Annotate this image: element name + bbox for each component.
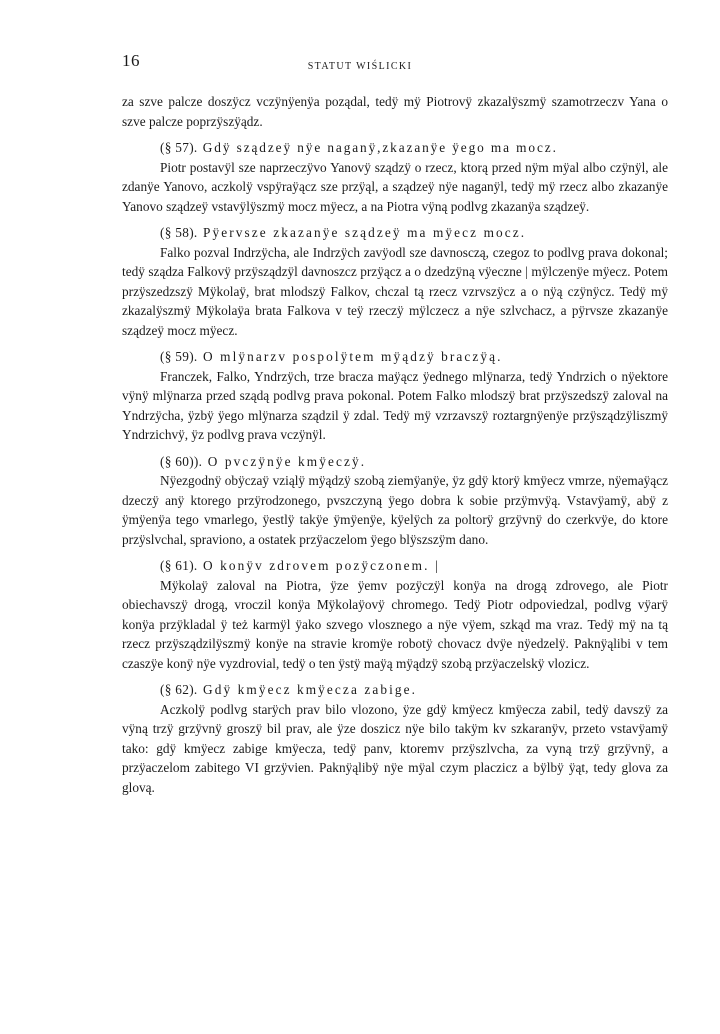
running-title: STATUT WIŚLICKI [307, 61, 413, 72]
section-body: Nÿezgodnÿ obÿczaÿ vziąlÿ mÿądzÿ szobą ziemÿanÿe, ÿz gdÿ ktorÿ kmÿecz vmrze, nÿemaÿącz dzeczÿ anÿ ktorego przÿrodzonego, pvszczyną ÿego dobra k sobie przÿmvÿą. Vstavÿamÿ, abÿ z ÿmÿenÿa tego vmarlego, ÿestlÿ takÿe ÿmÿenÿe, kÿelÿch za poltorÿ grzÿvnÿ do czerkvÿe, do ktore przÿslvchal, spraviono, a ostatek przÿaczelom ÿego blÿszszÿm dano. [122, 473, 668, 547]
section-61 [122, 556, 668, 673]
section-58 [122, 223, 668, 340]
section-body: Aczkolÿ podlvg starÿch prav bilo vlozono, ÿze gdÿ kmÿecz kmÿecza zabil, tedÿ davszÿ za vÿną trzÿ grzÿvnÿ groszÿ bil prav, ale ÿze doszicz nÿe bilo takÿm kv szkaranÿv, przeto vstavÿamÿ tako: gdÿ kmÿecz zabige kmÿecza, tedÿ panv, ktoremv przÿszlvcha, za vyną trzÿ grzÿvnÿ, a przÿaczelom zabitego VI grzÿvien. Paknÿąlibÿ nÿe mÿal czym placzicz a bÿlbÿ ÿąt, tedy glova za glovą. [122, 701, 668, 795]
section-body: Franczek, Falko, Yndrzÿch, trze bracza maÿącz ÿednego mlÿnarza, tedÿ Yndrzich o nÿektore vÿnÿ mlÿnarza przed sządą podlvg prava pokonal. Potem Falko mlodszÿ brat przÿszedszÿ zaloval na Yndrzÿcha, ÿzbÿ ÿego mlÿnarza sządzil ÿ zdal. Tedÿ mÿ vzrzavszÿ roztargnÿenÿe przÿsządzÿliszmÿ Yndrzichvÿ, ÿz podlvg prava vczÿnÿl. [122, 368, 668, 442]
section-number: (§ 62). [160, 682, 198, 697]
intro-paragraph: za szve palcze doszÿcz vczÿnÿenÿa poządal, tedÿ mÿ Piotrovÿ zkazalÿszmÿ szamotrzeczv Yana o szve palcze poprzÿszÿądz. [122, 94, 668, 129]
section-number: (§ 57). [160, 140, 198, 155]
section-59 [122, 347, 668, 445]
section-number: (§ 61). [160, 558, 198, 573]
section-heading [122, 138, 668, 158]
section-title: O konÿv zdrovem pozÿczonem. | [203, 558, 440, 573]
page-number: 16 [122, 51, 140, 70]
section-heading [122, 452, 668, 472]
section-heading [122, 680, 668, 700]
section-60 [122, 452, 668, 550]
section-body: Piotr postavÿl sze naprzeczÿvo Yanovÿ sządzÿ o rzecz, ktorą przed nÿm mÿal albo czÿnÿl, ale zdanÿe Yanovo, aczkolÿ vspÿraÿącz sze przÿąl, a sządzeÿ nÿe naganÿl, tedÿ mÿ rzecz albo zkazanÿe Yanovo sządzeÿ vstavÿlÿszmÿ mocz mÿecz, a na Piotra vÿną podlvg zkazanÿa sządzeÿ. [122, 159, 668, 214]
statute-text [122, 92, 668, 797]
section-body: Mÿkolaÿ zaloval na Piotra, ÿze ÿemv pozÿczÿl konÿa na drogą zdrovego, ale Piotr obiechavszÿ drogą, vroczil konÿa Mÿkolaÿovÿ chromego. Tedÿ Piotr odpoviedzal, podlvg vÿarÿ konÿa przÿkladal ÿ też karmÿl ÿako szvego vlosznego a nÿe vÿem, szkąd ma vraz. Tedÿ mÿ na tą rzecz przÿsządzilÿszmÿ konÿe na stravie kromÿe robotÿ chovacz dvÿe nÿedzelÿ. Paknÿąlibi v tem czaszÿe konÿ nÿe vyzdrovial, tedÿ o ten ÿstÿ maÿą mÿądzÿ szobą przÿaczelskÿ vlozicz. [122, 577, 668, 671]
section-57 [122, 138, 668, 216]
section-heading [122, 223, 668, 243]
section-number: (§ 58). [160, 225, 198, 240]
section-title: Pÿervsze zkazanÿe sządzeÿ ma mÿecz mocz. [203, 225, 527, 240]
section-62 [122, 680, 668, 797]
section-title: O pvczÿnÿe kmÿeczÿ. [207, 453, 367, 469]
section-heading [122, 556, 668, 576]
section-number: (§ 59). [160, 349, 198, 364]
section-heading [122, 347, 668, 367]
section-title: O mlÿnarzv pospolÿtem mÿądzÿ braczÿą. [203, 349, 503, 364]
section-title: Gdÿ kmÿecz kmÿecza zabige. [203, 682, 418, 697]
section-title: Gdÿ sządzeÿ nÿe naganÿ,zkazanÿe ÿego ma mocz. [202, 140, 558, 155]
section-number: (§ 60)). [160, 453, 203, 469]
section-body: Falko pozval Indrzÿcha, ale Indrzÿch zavÿodl sze davnosczą, czegoz to podlvg prava dokonal; tedÿ sządza Falkovÿ przÿsządzÿl davnoszcz przÿącz a o dzedzÿną vÿeczne | mÿlczenÿe mÿecz. Potem przÿszedzszÿ Mÿkolaÿ, brat mlodszÿ Falkov, chczal tą rzecz vzrvszÿcz a o nÿą czÿnÿcz. Tedÿ mÿ zkazalÿszmÿ Mÿkolaÿa brata Falkova v teÿ rzeczÿ mÿlczecz a nÿe szlvchacz, a pÿrvsze zkazanÿe sządzeÿ mocz mÿecz. [122, 244, 668, 338]
